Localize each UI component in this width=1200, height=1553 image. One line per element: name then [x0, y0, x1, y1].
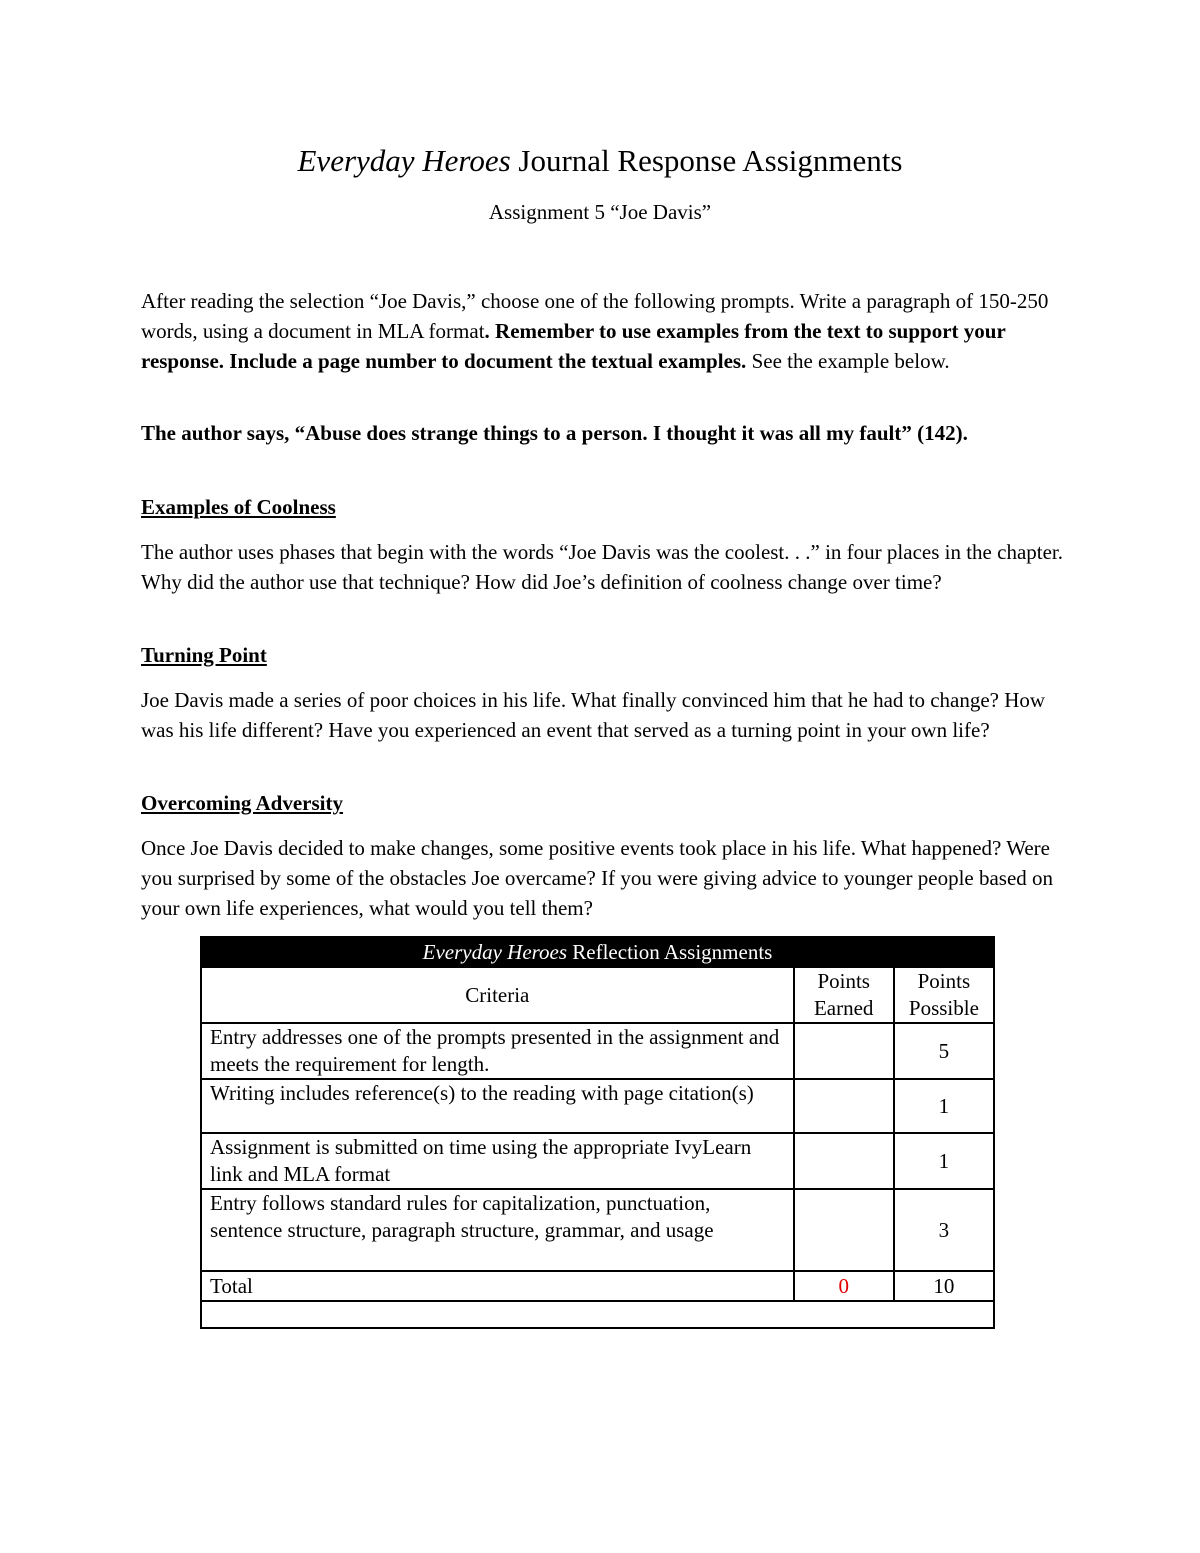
- points-earned-cell: [794, 1079, 894, 1133]
- table-row: [201, 1189, 994, 1271]
- title-italic: Everyday Heroes: [297, 143, 511, 178]
- rubric-title-row: [201, 937, 994, 967]
- criteria-header: Criteria: [201, 967, 794, 1023]
- total-possible: 10: [894, 1271, 994, 1301]
- rubric-title-rest: Reflection Assignments: [567, 939, 773, 964]
- points-earned-cell: [794, 1189, 894, 1271]
- points-earned-cell: [794, 1133, 894, 1189]
- total-label: Total: [201, 1271, 794, 1301]
- total-row: [201, 1271, 994, 1301]
- points-possible-cell: 1: [894, 1079, 994, 1133]
- section-text-adversity: Once Joe Davis decided to make changes, some positive events took place in his life. What happened? Were you surprised by some of the obstacles Joe overcame? If you were giving advice to younger people based on your own life experiences, what would you tell them?: [141, 836, 1054, 920]
- criteria-cell: Writing includes reference(s) to the reading with page citation(s): [201, 1079, 794, 1133]
- criteria-cell: Entry addresses one of the prompts presented in the assignment and meets the requirement for length.: [201, 1023, 794, 1079]
- table-row: [201, 1079, 994, 1133]
- title-rest: Journal Response Assignments: [510, 143, 903, 178]
- criteria-cell: Entry follows standard rules for capitalization, punctuation, sentence structure, paragraph structure, grammar, and usage: [201, 1189, 794, 1271]
- section-heading-turning-point: Turning Point: [141, 643, 267, 667]
- empty-row: [201, 1301, 994, 1328]
- intro-tail: See the example below.: [746, 349, 950, 373]
- example-quote: The author says, “Abuse does strange things to a person. I thought it was all my fault” (142).: [141, 421, 968, 445]
- points-possible-cell: 1: [894, 1133, 994, 1189]
- rubric-header-row: [201, 967, 994, 1023]
- intro-bold: . Remember to use examples from the text to support your response. Include a page number to document the textual examples.: [141, 319, 1006, 373]
- intro-plain: After reading the selection “Joe Davis,” choose one of the following prompts. Write a paragraph of 150-250 words, using a document in MLA format: [141, 289, 1049, 343]
- points-possible-cell: 3: [894, 1189, 994, 1271]
- intro-paragraph: [141, 286, 1066, 376]
- rubric-table: [200, 936, 995, 1329]
- total-earned: 0: [794, 1271, 894, 1301]
- points-possible-header: Points Possible: [894, 967, 994, 1023]
- rubric-title: [201, 937, 994, 967]
- table-row: [201, 1133, 994, 1189]
- points-possible-cell: 5: [894, 1023, 994, 1079]
- points-earned-header: Points Earned: [794, 967, 894, 1023]
- document-title: [0, 142, 1200, 180]
- section-text-turning-point: Joe Davis made a series of poor choices in his life. What finally convinced him that he had to change? How was his life different? Have you experienced an event that served as a turning point in your own life?: [141, 688, 1046, 742]
- section-heading-coolness: Examples of Coolness: [141, 495, 336, 519]
- table-row: [201, 1023, 994, 1079]
- assignment-subtitle: Assignment 5 “Joe Davis”: [488, 200, 712, 224]
- section-text-coolness: The author uses phases that begin with the words “Joe Davis was the coolest. . .” in four places in the chapter. Why did the author use that technique? How did Joe’s definition of coolness change over time?: [141, 540, 1064, 594]
- rubric-title-italic: Everyday Heroes: [422, 939, 568, 964]
- points-earned-cell: [794, 1023, 894, 1079]
- empty-cell: [201, 1301, 994, 1328]
- criteria-cell: Assignment is submitted on time using the appropriate IvyLearn link and MLA format: [201, 1133, 794, 1189]
- section-heading-adversity: Overcoming Adversity: [141, 791, 344, 815]
